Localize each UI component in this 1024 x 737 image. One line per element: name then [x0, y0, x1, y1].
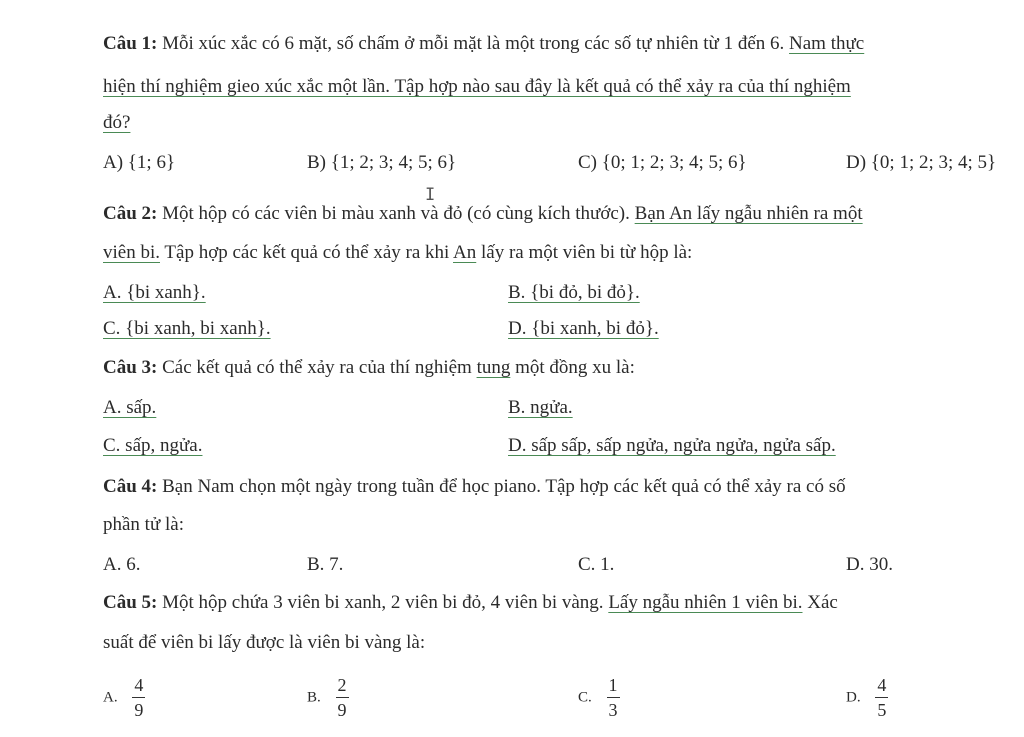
q1-label: Câu 1: — [103, 33, 158, 54]
q3-text-b: tung — [476, 357, 511, 378]
q5-option-b-denominator: 9 — [337, 700, 347, 720]
q3-option-a[interactable]: A. sấp. — [103, 397, 157, 418]
q5-option-b-fraction — [336, 676, 349, 719]
q3-text-a: Các kết quả có thể xảy ra của thí nghiệm — [157, 357, 477, 378]
q3-label: Câu 3: — [103, 357, 158, 378]
q2-option-d[interactable]: D. {bi xanh, bi đỏ}. — [508, 318, 659, 339]
q2-line-2 — [103, 240, 692, 266]
q1-line-1 — [103, 31, 864, 57]
q5-line-1 — [103, 590, 838, 616]
q4-line-2: phần tử là: — [103, 514, 185, 535]
q5-option-c-denominator: 3 — [608, 700, 618, 720]
q5-option-c-label: C. — [578, 689, 592, 706]
q2-line-2-a: viên bi. — [103, 242, 160, 263]
q4-option-b[interactable]: B. 7. — [307, 554, 344, 575]
q2-text-b: Bạn An lấy ngẫu nhiên ra một — [634, 203, 863, 224]
q2-option-c[interactable]: C. {bi xanh, bi xanh}. — [103, 318, 271, 339]
q5-option-a[interactable] — [103, 676, 145, 719]
q2-option-a[interactable]: A. {bi xanh}. — [103, 282, 206, 303]
fraction-bar — [336, 697, 349, 698]
q3-option-d[interactable]: D. sấp sấp, sấp ngửa, ngửa ngửa, ngửa sấp. — [508, 435, 836, 456]
q5-option-c[interactable] — [578, 676, 620, 719]
q1-text-a: Mỗi xúc xắc có 6 mặt, số chấm ở mỗi mặt là một trong các số tự nhiên từ 1 đến 6. — [157, 33, 790, 54]
q5-option-d-numerator: 4 — [877, 675, 887, 695]
fraction-bar — [875, 697, 888, 698]
q5-option-a-label: A. — [103, 689, 118, 706]
q1-option-a[interactable]: A) {1; 6} — [103, 152, 176, 173]
q1-option-d[interactable]: D) {0; 1; 2; 3; 4; 5} — [846, 152, 997, 173]
fraction-bar — [132, 697, 145, 698]
q1-option-b[interactable]: B) {1; 2; 3; 4; 5; 6} — [307, 152, 457, 173]
q2-text-a: Một hộp có các viên bi màu xanh và đỏ (có cùng kích thước). — [157, 203, 635, 224]
q5-option-b[interactable] — [307, 676, 349, 719]
fraction-bar — [607, 697, 620, 698]
q5-option-c-numerator: 1 — [608, 675, 618, 695]
q5-label: Câu 5: — [103, 592, 158, 613]
q3-text-c: một đồng xu là: — [510, 357, 635, 378]
q2-line-2-d: lấy ra một viên bi từ hộp là: — [476, 242, 693, 263]
q2-line-2-c: An — [453, 242, 477, 263]
q1-line-3: đó? — [103, 112, 131, 133]
q1-option-c[interactable]: C) {0; 1; 2; 3; 4; 5; 6} — [578, 152, 747, 173]
q4-option-c[interactable]: C. 1. — [578, 554, 615, 575]
q4-line-1 — [103, 474, 846, 500]
q2-option-b[interactable]: B. {bi đỏ, bi đỏ}. — [508, 282, 640, 303]
q5-option-d[interactable] — [846, 676, 888, 719]
q3-option-b[interactable]: B. ngửa. — [508, 397, 573, 418]
q2-label: Câu 2: — [103, 203, 158, 224]
q5-text-b: Lấy ngẫu nhiên 1 viên bi. — [608, 592, 803, 613]
q4-option-a[interactable]: A. 6. — [103, 554, 141, 575]
q2-line-2-b: Tập hợp các kết quả có thể xảy ra khi — [160, 242, 454, 263]
q5-option-a-denominator: 9 — [134, 700, 144, 720]
q3-option-c[interactable]: C. sấp, ngửa. — [103, 435, 203, 456]
q2-line-1 — [103, 201, 863, 227]
q5-option-d-fraction — [875, 676, 888, 719]
q1-text-b: Nam thực — [789, 33, 865, 54]
q5-line-2: suất để viên bi lấy được là viên bi vàng là: — [103, 632, 426, 653]
q5-option-c-fraction — [607, 676, 620, 719]
q5-option-b-label: B. — [307, 689, 321, 706]
q4-option-d[interactable]: D. 30. — [846, 554, 893, 575]
q5-option-a-fraction — [132, 676, 145, 719]
q3-line-1 — [103, 355, 635, 381]
q1-line-2: hiện thí nghiệm gieo xúc xắc một lần. Tập hợp nào sau đây là kết quả có thể xảy ra của thí nghiệm — [103, 76, 851, 97]
q4-text: Bạn Nam chọn một ngày trong tuần để học piano. Tập hợp các kết quả có thể xảy ra có số — [157, 476, 846, 497]
q5-option-d-label: D. — [846, 689, 861, 706]
q5-text-a: Một hộp chứa 3 viên bi xanh, 2 viên bi đỏ, 4 viên bi vàng. — [157, 592, 609, 613]
text-cursor-icon: I — [425, 185, 436, 205]
q5-option-d-denominator: 5 — [877, 700, 887, 720]
q5-text-c: Xác — [802, 592, 838, 613]
q4-label: Câu 4: — [103, 476, 158, 497]
q5-option-a-numerator: 4 — [134, 675, 144, 695]
q5-option-b-numerator: 2 — [337, 675, 347, 695]
